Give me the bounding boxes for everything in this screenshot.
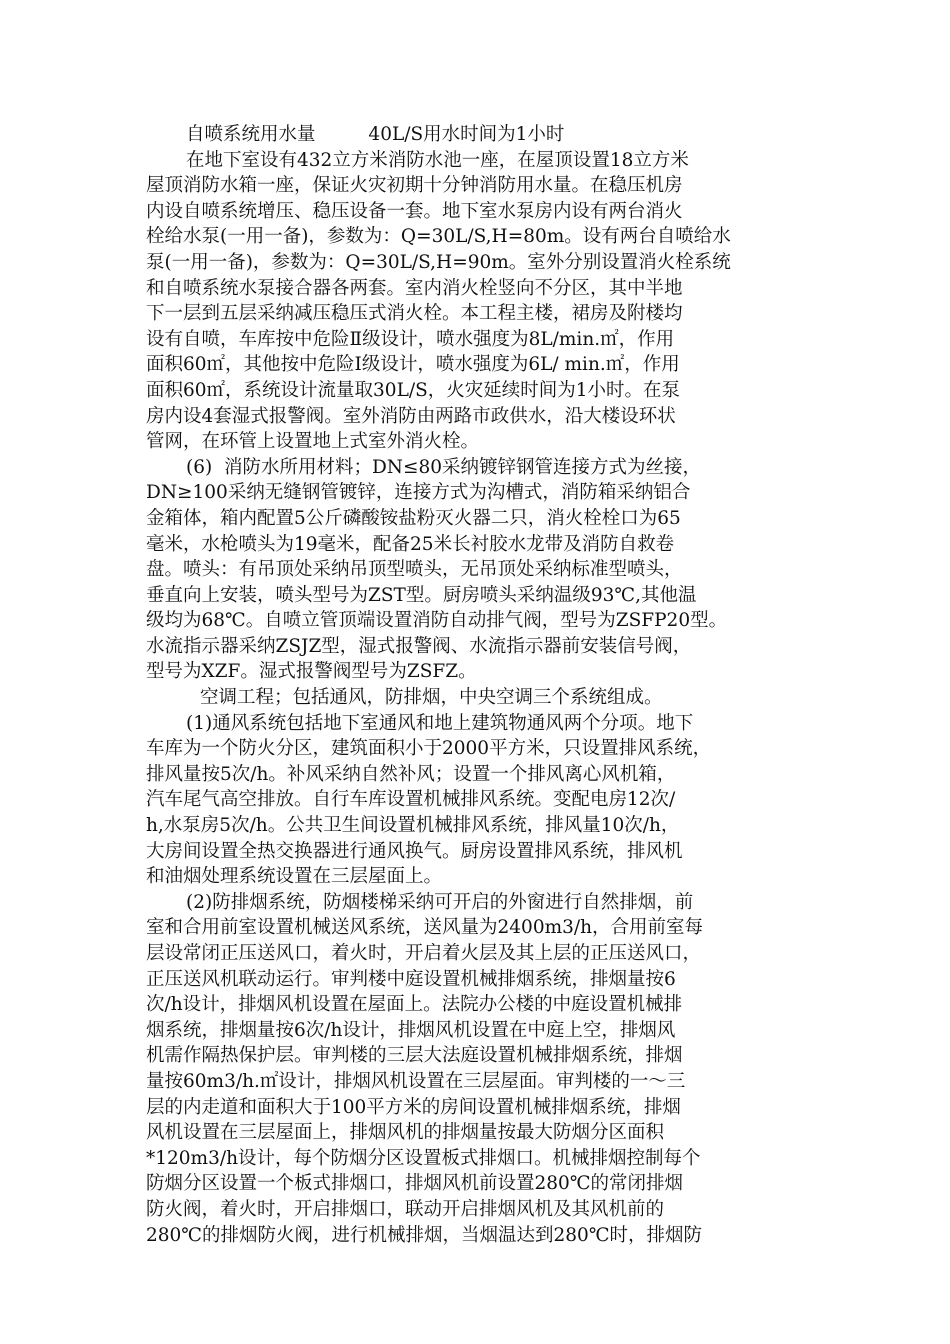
text-line: (6) 消防水所用材料；DN≤80采纳镀锌钢管连接方式为丝接， [186,456,702,478]
text-line: 面积60㎡，其他按中危险Ⅰ级设计，喷水强度为6L/ min.㎡，作用 [146,354,680,376]
text-line: 室和合用前室设置机械送风系统，送风量为2400m3/h，合用前室每 [146,917,704,939]
text-line: 排风量按5次/h。补风采纳自然补风；设置一个排风离心风机箱， [146,763,676,785]
text-line: 泵(一用一备)，参数为：Q=30L/S,H=90m。室外分别设置消火栓系统 [146,251,731,273]
text-line: (2)防排烟系统，防烟楼梯采纳可开启的外窗进行自然排烟，前 [186,891,694,913]
text-line: 垂直向上安装，喷头型号为ZST型。厨房喷头采纳温级93℃,其他温 [146,584,697,606]
text-line: 防烟分区设置一个板式排烟口，排烟风机前设置280℃的常闭排烟 [146,1173,684,1195]
text-line: 车库为一个防火分区，建筑面积小于2000平方米，只设置排风系统， [146,738,712,760]
text-line: 下一层到五层采纳减压稳压式消火栓。本工程主楼，裙房及附楼均 [146,303,683,325]
text-line: 栓给水泵(一用一备)，参数为：Q=30L/S,H=80m。设有两台自喷给水 [146,226,731,248]
text-line: 机需作隔热保护层。审判楼的三层大法庭设置机械排烟系统，排烟 [146,1045,683,1067]
text-line: 风机设置在三层屋面上，排烟风机的排烟量按最大防烟分区面积 [146,1122,665,1144]
text-line: 和油烟处理系统设置在三层屋面上。 [146,866,443,888]
text-line: (1)通风系统包括地下室通风和地上建筑物通风两个分项。地下 [186,712,694,734]
text-line: 280℃的排烟防火阀，进行机械排烟，当烟温达到280℃时，排烟防 [146,1224,703,1246]
text-line: 管网，在环管上设置地上式室外消火栓。 [146,431,480,453]
text-line: 烟系统，排烟量按6次/h设计，排烟风机设置在中庭上空，排烟风 [146,1019,676,1041]
text-line: 毫米，水枪喷头为19毫米，配备25米长衬胶水龙带及消防自救卷 [146,533,675,555]
document-body [146,122,806,1248]
text-line: 防火阀，着火时，开启排烟口，联动开启排烟风机及其风机前的 [146,1198,665,1220]
text-line: 水流指示器采纳ZSJZ型，湿式报警阀、水流指示器前安装信号阀， [146,635,692,657]
text-line: 层的内走道和面积大于100平方米的房间设置机械排烟系统，排烟 [146,1096,681,1118]
text-line: 房内设4套湿式报警阀。室外消防由两路市政供水，沿大楼设环状 [146,405,676,427]
text-line: 自喷系统用水量 40L/S用水时间为1小时 [186,124,565,145]
text-line: 正压送风机联动运行。审判楼中庭设置机械排烟系统，排烟量按6 [146,968,676,990]
text-line: 量按60m3/h.㎡设计，排烟风机设置在三层屋面。审判楼的一～三 [146,1070,686,1092]
text-line: 盘。喷头：有吊顶处采纳吊顶型喷头，无吊顶处采纳标准型喷头， [146,559,683,581]
text-line: 级均为68℃。自喷立管顶端设置消防自动排气阀，型号为ZSFP20型。 [146,610,728,632]
text-line: 大房间设置全热交换器进行通风换气。厨房设置排风系统，排风机 [146,840,683,862]
text-line: 在地下室设有432立方米消防水池一座，在屋顶设置18立方米 [186,149,689,171]
text-line: 和自喷系统水泵接合器各两套。室内消火栓竖向不分区，其中半地 [146,277,683,299]
text-line: 屋顶消防水箱一座，保证火灾初期十分钟消防用水量。在稳压机房 [146,175,683,197]
text-line: 空调工程；包括通风，防排烟，中央空调三个系统组成。 [200,687,663,709]
text-line: 次/h设计，排烟风机设置在屋面上。法院办公楼的中庭设置机械排 [146,994,683,1016]
text-line: *120m3/h设计，每个防烟分区设置板式排烟口。机械排烟控制每个 [146,1147,701,1169]
text-line: 型号为XZF。湿式报警阀型号为ZSFZ。 [146,661,477,683]
text-line: 内设自喷系统增压、稳压设备一套。地下室水泵房内设有两台消火 [146,200,683,222]
text-line: 层设常闭正压送风口，着火时，开启着火层及其上层的正压送风口， [146,943,702,964]
text-line: 面积60㎡，系统设计流量取30L/S，火灾延续时间为1小时。在泵 [146,379,681,401]
text-line: 金箱体，箱内配置5公斤磷酸铵盐粉灭火器二只，消火栓栓口为65 [146,507,681,529]
text-line: 设有自喷，车库按中危险Ⅱ级设计，喷水强度为8L/min.㎡，作用 [146,328,675,350]
text-line: 汽车尾气高空排放。自行车库设置机械排风系统。变配电房12次/ [146,789,676,811]
text-line: DN≥100采纳无缝钢管镀锌，连接方式为沟槽式，消防箱采纳铝合 [146,482,691,504]
text-line: h,水泵房5次/h。公共卫生间设置机械排风系统，排风量10次/h， [146,815,680,837]
